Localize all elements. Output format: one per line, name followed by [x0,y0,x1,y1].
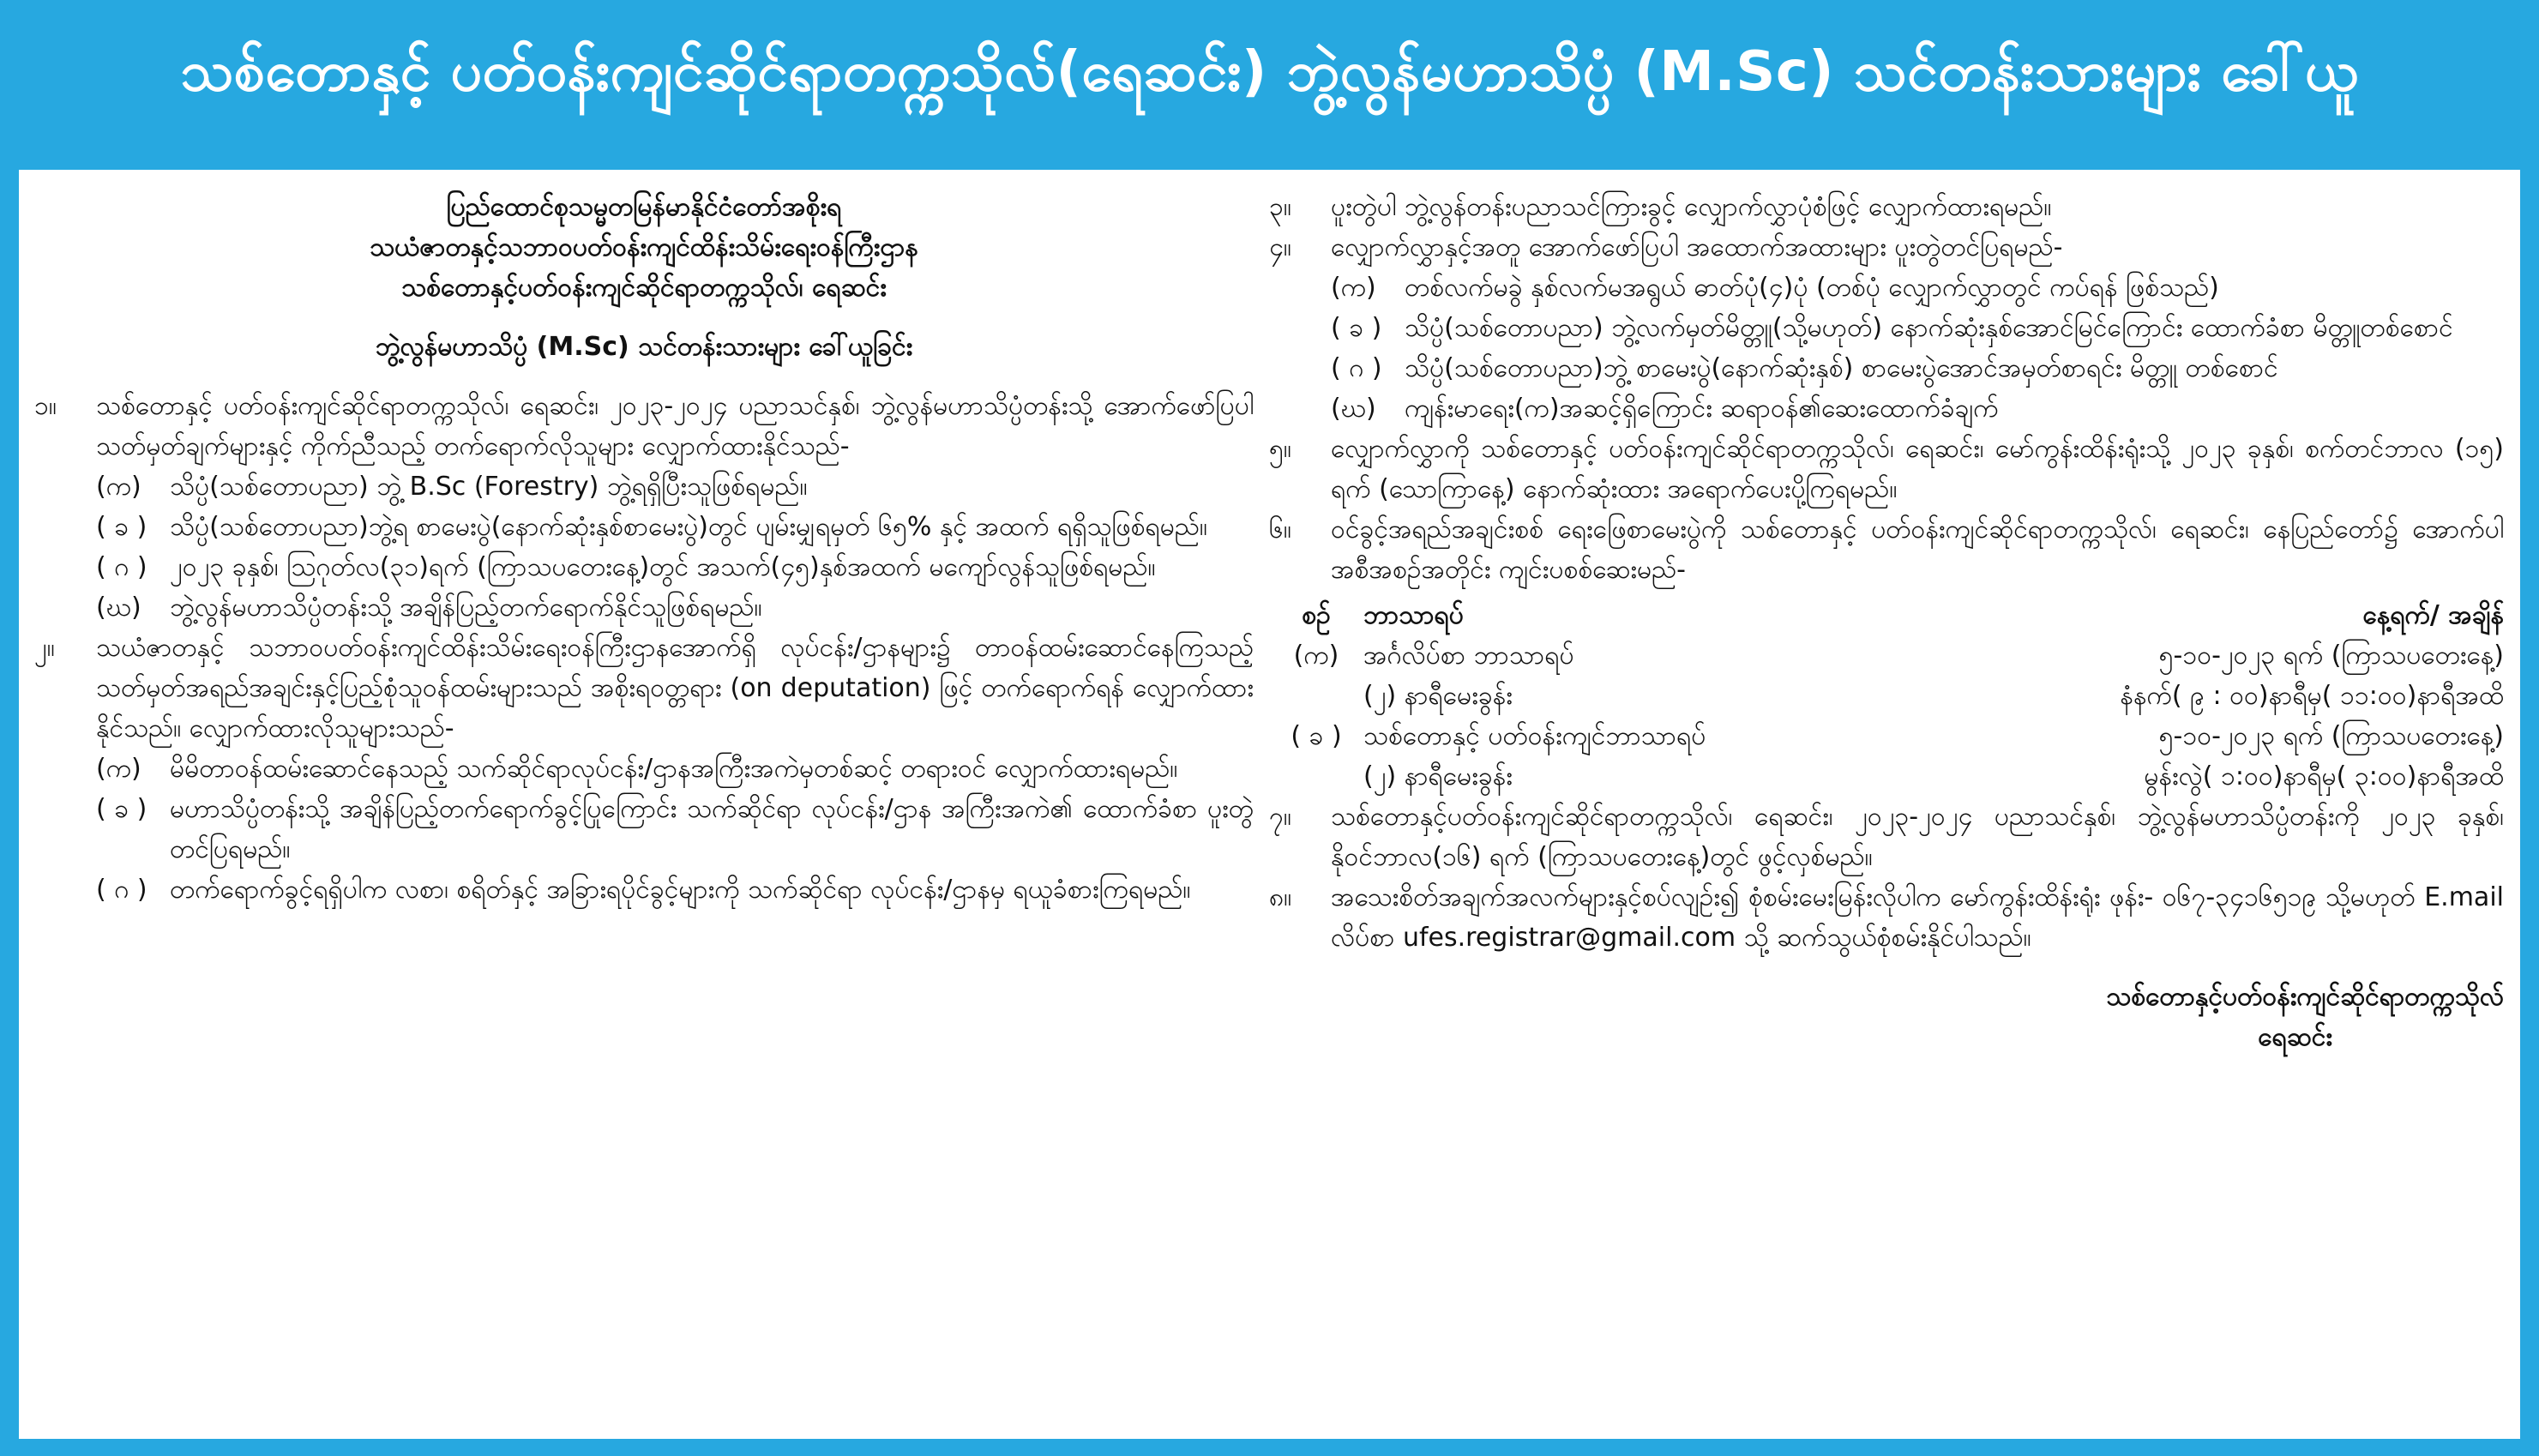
list-item [96,547,1254,587]
item-text: ကျန်းမာရေး(က)အဆင့်ရှိကြောင်း ဆရာဝန်၏ဆေးထောက်ခံချက် [1405,394,1999,424]
schedule-cell [1269,676,1363,716]
paragraph-text: လျှောက်လွှာကို သစ်တောနှင့် ပတ်ဝန်းကျင်ဆိုင်ရာတက္ကသိုလ်၊ ရေဆင်း၊ မော်ကွန်းထိန်းရုံးသို့ ၂၀၂၃ ခုနှစ်၊ စက်တင်ဘာလ (၁၅) ရက် (သောကြာနေ့) နောက်ဆုံးထား အရောက်ပေးပို့ကြရမည်။ [1331,434,2504,504]
item-text: မဟာသိပ္ပံတန်းသို့ အချိန်ပြည့်တက်ရောက်ခွင့်ပြုကြောင်း သက်ဆိုင်ရာ လုပ်ငန်း/ဌာန အကြီးအကဲ၏ ထောက်ခံစာ ပူးတွဲတင်ပြရမည်။ [170,794,1254,864]
header-line-3: သစ်တောနှင့်ပတ်ဝန်းကျင်ဆိုင်ရာတက္ကသိုလ်၊ ရေဆင်း [401,273,887,303]
item-mark: (က) [96,754,141,784]
paragraph-text: သစ်တောနှင့် ပတ်ဝန်းကျင်ဆိုင်ရာတက္ကသိုလ်၊ ရေဆင်း၊ ၂၀၂၃-၂၀၂၄ ပညာသင်နှစ်၊ ဘွဲ့လွန်မဟာသိပ္ပံတန်းသို့ အောက်ဖော်ပြပါသတ်မှတ်ချက်များနှင့် ကိုက်ညီသည့် တက်ရောက်လိုသူများ လျှောက်ထားနိုင်သည်- [96,391,1254,461]
list-item [96,789,1254,869]
paragraph-number: ၄။ [1269,232,1291,262]
list-item [1331,348,2504,388]
banner-title: သစ်တောနှင့် ပတ်ဝန်းကျင်ဆိုင်ရာတက္ကသိုလ်(ရေဆင်း) ဘွဲ့လွန်မဟာသိပ္ပံ (M.Sc) သင်တန်းသားများ ခေါ်ယူ [180,40,2359,104]
paragraph-5 [1269,429,2504,509]
paragraph-text: အသေးစိတ်အချက်အလက်များနှင့်စပ်လျဉ်း၍ စုံစမ်းမေးမြန်းလိုပါက မော်ကွန်းထိန်းရုံး ဖုန်း- ၀၆၇-၃၄၁၆၅၁၉ သို့မဟုတ် E.mail လိပ်စာ ufes.registrar@gmail.com သို့ ဆက်သွယ်စုံစမ်းနိုင်ပါသည်။ [1331,882,2504,953]
paragraph-text: ပူးတွဲပါ ဘွဲ့လွန်တန်းပညာသင်ကြားခွင့် လျှောက်လွှာပုံစံဖြင့် လျှောက်ထားရမည်။ [1331,192,2052,222]
left-column [34,187,1254,1430]
schedule-row [1269,676,2504,716]
paragraph-2 [34,628,1254,749]
header-line-2: သယံဇာတနှင့်သဘာဝပတ်ဝန်းကျင်ထိန်းသိမ်းရေးဝန်ကြီးဌာန [370,232,918,262]
item-text: ဘွဲ့လွန်မဟာသိပ္ပံတန်းသို့ အချိန်ပြည့်တက်ရောက်နိုင်သူဖြစ်ရမည်။ [170,593,762,623]
schedule-row [1269,756,2504,797]
schedule-col-number: စဉ် [1302,600,1331,630]
schedule-cell: ၅-၁၀-၂၀၂၃ ရက် (ကြာသပတေးနေ့) [2158,721,2504,751]
item-text: တက်ရောက်ခွင့်ရရှိပါက လစာ၊ စရိတ်နှင့် အခြားရပိုင်ခွင့်များကို သက်ဆိုင်ရာ လုပ်ငန်း/ဌာနမှ ရယူခံစားကြရမည်။ [170,875,1191,905]
item-text: သိပ္ပံ(သစ်တောပညာ)ဘွဲ့ရ စာမေးပွဲ(နောက်ဆုံးနှစ်စာမေးပွဲ)တွင် ပျမ်းမျှရမှတ် ၆၅% နှင့် အထက် ရရှိသူဖြစ်ရမည်။ [170,512,1207,542]
list-item [1331,308,2504,348]
list-item [96,749,1254,789]
paragraph-number: ၇။ [1269,802,1291,832]
paragraph-number: ၆။ [1269,514,1291,544]
schedule-cell [1269,756,1363,797]
schedule-cell: (က) [1293,641,1339,671]
schedule-cell: ( ခ ) [1291,721,1342,751]
item-mark: (ဃ) [96,593,141,623]
item-text: တစ်လက်မခွဲ နှစ်လက်မအရွယ် ဓာတ်ပုံ(၄)ပုံ (တစ်ပုံ လျှောက်လွှာတွင် ကပ်ရန် ဖြစ်သည်) [1405,273,2219,303]
item-mark: (က) [1331,273,1376,303]
list-item [96,869,1254,910]
paragraph-number: ၈။ [1269,882,1292,912]
schedule-cell: မွန်းလွဲ( ၁:၀၀)နာရီမှ( ၃:၀၀)နာရီအထိ [2144,761,2504,791]
paragraph-text: သစ်တောနှင့်ပတ်ဝန်းကျင်ဆိုင်ရာတက္ကသိုလ်၊ ရေဆင်း၊ ၂၀၂၃-၂၀၂၄ ပညာသင်နှစ်၊ ဘွဲ့လွန်မဟာသိပ္ပံတန်းကို ၂၀၂၃ ခုနှစ်၊ နိုဝင်ဘာလ(၁၆) ရက် (ကြာသပတေးနေ့)တွင် ဖွင့်လှစ်မည်။ [1331,802,2504,872]
paragraph-number: ၂။ [34,633,55,663]
notice-subtitle: ဘွဲ့လွန်မဟာသိပ္ပံ (M.Sc) သင်တန်းသားများ ခေါ်ယူခြင်း [375,332,913,362]
paragraph-text: လျှောက်လွှာနှင့်အတူ အောက်ဖော်ပြပါ အထောက်အထားများ ပူးတွဲတင်ပြရမည်- [1331,232,2063,262]
schedule-cell: အင်္ဂလိပ်စာ ဘာသာရပ် [1363,641,1574,671]
schedule-cell: သစ်တောနှင့် ပတ်ဝန်းကျင်ဘာသာရပ် [1363,721,1706,751]
schedule-header [1269,595,2504,635]
signature-institution: သစ်တောနှင့်ပတ်ဝန်းကျင်ဆိုင်ရာတက္ကသိုလ် [2106,982,2504,1012]
list-item [96,587,1254,628]
signature-location: ရေဆင်း [2258,1022,2332,1052]
schedule-cell: (၂) နာရီမေးခွန်း [1363,761,1513,791]
header-line-1: ပြည်ထောင်စုသမ္မတမြန်မာနိုင်ငံတော်အစိုးရ [446,192,842,222]
notice-body [19,170,2520,1439]
paragraph-1 [34,386,1254,466]
paragraph-number: ၃။ [1269,192,1291,222]
paragraph-text: သယံဇာတနှင့် သဘာဝပတ်ဝန်းကျင်ထိန်းသိမ်းရေးဝန်ကြီးဌာနအောက်ရှိ လုပ်ငန်း/ဌာနများ၌ တာဝန်ထမ်းဆောင်နေကြသည့် သတ်မှတ်အရည်အချင်းနှင့်ပြည့်စုံသူဝန်ထမ်းများသည် အစိုးရဝတ္တရား (on deputation) ဖြင့် တက်ရောက်ရန် လျှောက်ထားနိုင်သည်။ လျှောက်ထားလိုသူများသည်- [96,633,1254,743]
paragraph-6 [1269,509,2504,590]
item-mark: ( ခ ) [1331,313,1382,343]
list-item [96,507,1254,547]
list-item [1331,388,2504,429]
schedule-row [1269,716,2504,756]
spacer [34,367,1254,386]
right-column [1269,187,2504,1430]
paragraph-number: ၅။ [1269,434,1291,464]
item-text: သိပ္ပံ(သစ်တောပညာ) ဘွဲ့လက်မှတ်မိတ္တူ(သို့မဟုတ်) နောက်ဆုံးနှစ်အောင်မြင်ကြောင်း ထောက်ခံစာ မိတ္တူတစ်စောင် [1405,313,2453,343]
paragraph-number: ၁။ [34,391,57,421]
item-text: မိမိတာဝန်ထမ်းဆောင်နေသည့် သက်ဆိုင်ရာလုပ်ငန်း/ဌာနအကြီးအကဲမှတစ်ဆင့် တရားဝင် လျှောက်ထားရမည်။ [170,754,1178,784]
item-mark: ( ဂ ) [96,552,147,582]
schedule-cell: (၂) နာရီမေးခွန်း [1363,681,1513,711]
paragraph-7 [1269,797,2504,877]
schedule-cell: နံနက်( ၉ : ၀၀)နာရီမှ( ၁၁:၀၀)နာရီအထိ [2120,681,2504,711]
spacer [34,308,1254,327]
item-mark: (ဃ) [1331,394,1376,424]
item-text: သိပ္ပံ(သစ်တောပညာ)ဘွဲ့ စာမေးပွဲ(နောက်ဆုံးနှစ်) စာမေးပွဲအောင်အမှတ်စာရင်း မိတ္တူ တစ်စောင် [1405,353,2278,383]
paragraph-text: ဝင်ခွင့်အရည်အချင်းစစ် ရေးဖြေစာမေးပွဲကို သစ်တောနှင့် ပတ်ဝန်းကျင်ဆိုင်ရာတက္ကသိုလ်၊ ရေဆင်း၊ နေပြည်တော်၌ အောက်ပါအစီအစဉ်အတိုင်း ကျင်းပစစ်ဆေးမည်- [1331,514,2504,585]
item-mark: ( ဂ ) [96,875,147,905]
paragraph-4 [1269,227,2504,268]
schedule-row [1269,635,2504,676]
item-mark: ( ဂ ) [1331,353,1382,383]
schedule-cell: ၅-၁၀-၂၀၂၃ ရက် (ကြာသပတေးနေ့) [2158,641,2504,671]
schedule-col-datetime: နေ့ရက်/ အချိန် [2362,600,2504,630]
list-item [1331,268,2504,308]
paragraph-3 [1269,187,2504,227]
schedule-col-subject: ဘာသာရပ် [1363,600,1464,630]
item-mark: ( ခ ) [96,512,147,542]
item-mark: ( ခ ) [96,794,147,824]
list-item [96,466,1254,507]
item-text: သိပ္ပံ(သစ်တောပညာ) ဘွဲ့ B.Sc (Forestry) ဘွဲ့ရရှိပြီးသူဖြစ်ရမည်။ [170,472,808,502]
item-text: ၂၀၂၃ ခုနှစ်၊ ဩဂုတ်လ(၃၁)ရက် (ကြာသပတေးနေ့)တွင် အသက်(၄၅)နှစ်အထက် မကျော်လွန်သူဖြစ်ရမည်။ [170,552,1156,582]
item-mark: (က) [96,472,141,502]
paragraph-8 [1269,877,2504,958]
spacer [1269,958,2504,977]
